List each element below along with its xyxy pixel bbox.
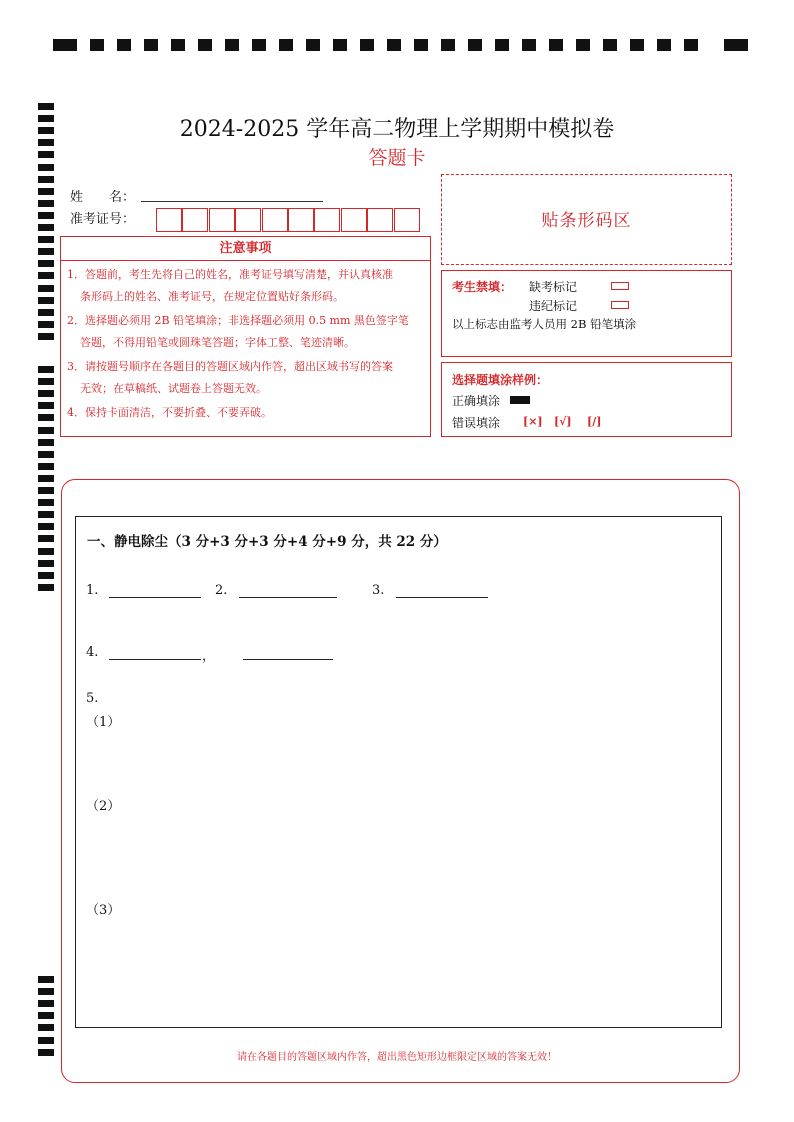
notice-heading: 注意事项	[61, 237, 430, 261]
absent-mark-box[interactable]	[611, 282, 629, 290]
notice-item	[67, 264, 423, 308]
id-digit-box[interactable]	[341, 208, 367, 232]
notice-item-line: 2．选择题必须用 2B 铅笔填涂；非选择题必须用 0.5 mm 黑色签字笔	[67, 314, 409, 327]
barcode-label: 贴条形码区	[541, 211, 632, 231]
timing-mark	[38, 572, 54, 579]
wrong-fill-label: 错误填涂	[452, 416, 501, 430]
notice-item-line: 4．保持卡面清洁，不要折叠、不要弄破。	[67, 406, 272, 419]
question-number-5: 5.	[86, 691, 99, 706]
timing-mark	[38, 451, 54, 458]
timing-mark	[38, 390, 54, 397]
id-digit-box[interactable]	[394, 208, 420, 232]
question-heading: 一、静电除尘（3 分+3 分+3 分+4 分+9 分，共 22 分）	[87, 534, 447, 550]
correct-fill-mark	[510, 396, 530, 404]
timing-mark	[38, 988, 54, 995]
timing-mark	[38, 321, 54, 328]
name-input-line[interactable]	[141, 201, 323, 202]
id-digit-box[interactable]	[262, 208, 288, 232]
name-label: 姓 名：	[70, 190, 136, 205]
timing-mark	[38, 212, 54, 219]
timing-mark	[38, 463, 54, 470]
blank-separator: ，	[202, 649, 216, 664]
timing-mark	[38, 176, 54, 183]
ban-note: 以上标志由监考人员用 2B 铅笔填涂	[452, 317, 637, 331]
timing-mark	[38, 475, 54, 482]
id-digit-box[interactable]	[182, 208, 208, 232]
answer-blank-4b[interactable]	[243, 659, 333, 660]
answer-blank-2[interactable]	[239, 597, 337, 598]
timing-mark	[38, 414, 54, 421]
timing-mark	[38, 272, 54, 279]
examiner-only-box	[441, 270, 732, 357]
timing-mark	[38, 378, 54, 385]
timing-mark	[38, 1024, 54, 1031]
timing-mark	[38, 200, 54, 207]
id-label: 准考证号：	[70, 212, 136, 227]
answer-sheet-subtitle: 答题卡	[368, 147, 426, 169]
fill-sample-box	[441, 362, 732, 437]
timing-mark	[38, 297, 54, 304]
timing-mark	[38, 499, 54, 506]
id-digit-box[interactable]	[367, 208, 393, 232]
footer-warning: 请在各题目的答题区域内作答，超出黑色矩形边框限定区域的答案无效！	[237, 1052, 557, 1063]
absent-mark-label: 缺考标记	[529, 280, 578, 294]
wrong-mark-check: [√]	[554, 415, 572, 428]
timing-mark	[38, 285, 54, 292]
timing-mark	[38, 976, 54, 983]
answer-blank-1[interactable]	[109, 597, 201, 598]
blank-number-3: 3.	[372, 583, 385, 598]
notice-item-line: 答题，不得用铅笔或圆珠笔答题；字体工整、笔迹清晰。	[80, 336, 355, 349]
ban-label: 考生禁填：	[452, 280, 513, 294]
blank-number-4: 4.	[86, 645, 99, 660]
id-digit-box[interactable]	[288, 208, 314, 232]
answer-blank-4a[interactable]	[109, 659, 201, 660]
notice-item-line: 1．答题前，考生先将自己的姓名，准考证号填写清楚，并认真核准	[67, 268, 393, 281]
timing-mark	[38, 1000, 54, 1007]
notice-item-line: 条形码上的姓名、准考证号，在规定位置贴好条形码。	[80, 290, 344, 303]
timing-mark	[38, 236, 54, 243]
timing-mark	[38, 560, 54, 567]
notice-item-line: 3．请按题号顺序在各题目的答题区域内作答，超出区域书写的答案	[67, 360, 393, 373]
timing-mark	[38, 427, 54, 434]
notice-item	[67, 356, 423, 400]
fill-sample-heading: 选择题填涂样例：	[452, 373, 549, 387]
exam-title: 2024-2025 学年高二物理上学期期中模拟卷	[179, 117, 615, 142]
timing-mark	[38, 224, 54, 231]
id-digit-box[interactable]	[209, 208, 235, 232]
timing-mark	[38, 548, 54, 555]
timing-mark	[38, 523, 54, 530]
violation-mark-box[interactable]	[611, 301, 629, 309]
violation-mark-label: 违纪标记	[529, 299, 578, 313]
subpart-1-label: （1）	[86, 715, 121, 730]
notice-box	[60, 236, 431, 437]
id-digit-box[interactable]	[314, 208, 340, 232]
blank-number-1: 1.	[86, 583, 99, 598]
question-answer-box[interactable]	[75, 516, 722, 1028]
timing-mark	[38, 402, 54, 409]
id-digit-box[interactable]	[156, 208, 182, 232]
timing-mark	[38, 511, 54, 518]
notice-item	[67, 310, 423, 354]
timing-mark	[38, 260, 54, 267]
timing-mark	[38, 103, 54, 110]
subpart-2-label: （2）	[86, 799, 121, 814]
timing-mark	[38, 439, 54, 446]
timing-mark	[38, 188, 54, 195]
timing-mark	[38, 1037, 54, 1044]
timing-mark	[38, 309, 54, 316]
timing-mark	[38, 333, 54, 340]
wrong-mark-cross: [×]	[523, 415, 543, 428]
notice-item-line: 无效；在草稿纸、试题卷上答题无效。	[80, 382, 267, 395]
notice-item	[67, 402, 423, 424]
timing-mark	[38, 1012, 54, 1019]
correct-fill-label: 正确填涂	[452, 394, 501, 408]
timing-mark	[38, 248, 54, 255]
answer-blank-3[interactable]	[396, 597, 488, 598]
timing-mark	[38, 487, 54, 494]
barcode-area	[441, 174, 732, 265]
blank-number-2: 2.	[215, 583, 228, 598]
id-digit-box[interactable]	[235, 208, 261, 232]
timing-mark	[38, 535, 54, 542]
wrong-mark-slash: [/]	[587, 415, 602, 428]
subpart-3-label: （3）	[86, 903, 121, 918]
timing-mark	[38, 366, 54, 373]
timing-mark	[38, 584, 54, 591]
